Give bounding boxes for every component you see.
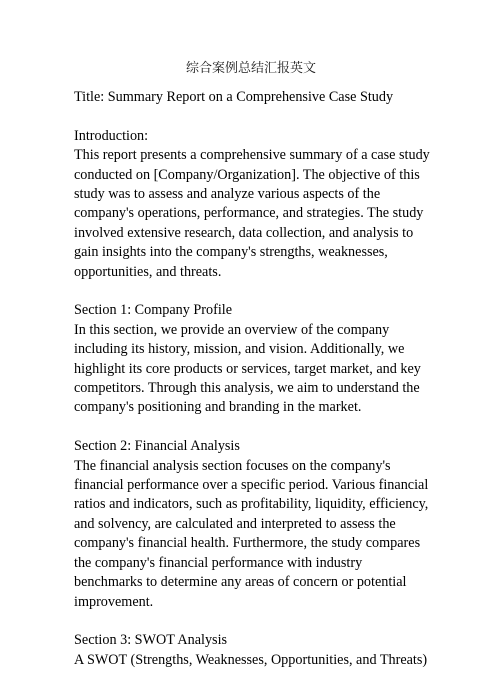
section1-text: In this section, we provide an overview of the company including its history, mission, and vision. Additionally, we highlight its core products or services, target market, and key competitors. Through this analysis, we aim to understand the company's positioning and branding in the market. <box>74 321 421 416</box>
introduction-heading: Introduction: <box>74 127 149 144</box>
introduction-section <box>74 127 432 282</box>
section1-heading: Section 1: Company Profile <box>74 302 233 319</box>
section-company-profile <box>74 301 432 417</box>
section2-heading: Section 2: Financial Analysis <box>74 438 240 455</box>
chinese-title: 综合案例总结汇报英文 <box>185 61 316 76</box>
section-financial-analysis <box>74 437 432 612</box>
document-body <box>74 88 432 690</box>
report-title: Title: Summary Report on a Comprehensive Case Study <box>74 89 394 105</box>
section3-text: A SWOT (Strengths, Weaknesses, Opportunities, and Threats) <box>74 651 428 668</box>
section2-text: The financial analysis section focuses on the company's financial performance over a specific period. Various financial ratios and indicators, such as profitability, liquidity, efficiency, and solvency, are calculated and interpreted to assess the company's financial health. Furthermore, the study compares the company's financial performance with industry benchmarks to determine any areas of concern or potential improvement. <box>74 457 429 610</box>
section-swot-analysis <box>74 631 432 670</box>
introduction-text: This report presents a comprehensive summary of a case study conducted on [Company/Organization]. The objective of this study was to assess and analyze various aspects of the company's operations, performance, and strategies. The study involved extensive research, data collection, and analysis to gain insights into the company's strengths, weaknesses, opportunities, and threats. <box>74 147 430 280</box>
section3-heading: Section 3: SWOT Analysis <box>74 632 228 649</box>
